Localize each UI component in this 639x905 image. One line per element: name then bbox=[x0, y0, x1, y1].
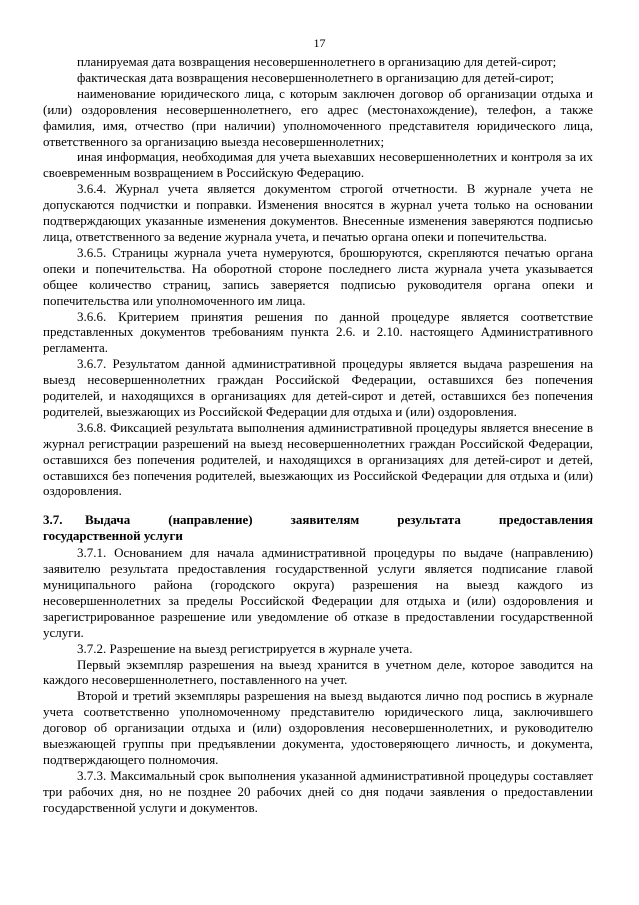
paragraph-3-6-8: 3.6.8. Фиксацией результата выполнения административной процедуры является внесение в журнал регистрации разрешений на выезд несовершеннолетних граждан Российской Федерации, оставшихся без попечения родителей, и находящихся в организациях для детей-сирот и детей, оставшихся без попечения родителей, выезжающих из Российской Федерации для отдыха и (или) оздоровления. bbox=[43, 419, 593, 499]
paragraph-legal-entity-name: наименование юридического лица, с которым заключен договор об организации отдыха и (или) оздоровления несовершеннолетнего, его адрес (местонахождение), телефон, а также фамилия, имя, отчество (при наличии) уполномоченного представителя юридического лица, ответственного за организацию выезда несовершеннолетних; bbox=[43, 85, 593, 149]
paragraph-other-information: иная информация, необходимая для учета выехавших несовершеннолетних и контроля за их своевременным возвращением в Российскую Федерацию. bbox=[43, 149, 593, 181]
page-number: 17 bbox=[313, 36, 326, 50]
paragraph-3-7-2: 3.7.2. Разрешение на выезд регистрируется в журнале учета. bbox=[77, 640, 413, 656]
section-spacer bbox=[43, 499, 593, 512]
paragraph-planned-return-date: планируемая дата возвращения несовершеннолетнего в организацию для детей-сирот; bbox=[77, 54, 557, 69]
section-title-line1: Выдача (направление) заявителям результата предоставления bbox=[85, 512, 593, 528]
section-title-line2: государственной услуги bbox=[43, 528, 183, 544]
paragraph-first-copy: Первый экземпляр разрешения на выезд хранится в учетном деле, которое заводится на каждого несовершеннолетнего, поставленного на учет. bbox=[43, 656, 593, 688]
paragraph-3-6-7: 3.6.7. Результатом данной административной процедуры является выдача разрешения на выезд несовершеннолетних граждан Российской Федерации, оставшихся без попечения родителей, и находящихся в организациях для детей-сирот и детей, оставшихся без попечения родителей, выезжающих из Российской Федерации для отдыха и (или) оздоровления. bbox=[43, 356, 593, 419]
document-body bbox=[43, 54, 593, 816]
paragraph-3-6-4: 3.6.4. Журнал учета является документом строгой отчетности. В журнале учета не допускаются подчистки и поправки. Изменения вносятся в журнал учета только на основании подтверждающих указанные изменения документов. Внесенные изменения заверяются подписью лица, ответственного за ведение журнала учета, и печатью органа опеки и попечительства. bbox=[43, 181, 593, 244]
paragraph-3-7-1: 3.7.1. Основанием для начала административной процедуры по выдаче (направлению) заявителю результата предоставления государственной услуги является подписание главой муниципального района (городского округа) разрешения на выезд каждого из несовершеннолетних за пределы Российской Федерации для отдыха и (или) оздоровления и зарегистрированное разрешение или уведомление об отказе в предоставлении государственной услуги. bbox=[43, 545, 593, 640]
section-heading bbox=[43, 512, 593, 528]
paragraph-actual-return-date: фактическая дата возвращения несовершеннолетнего в организацию для детей-сирот; bbox=[77, 69, 555, 85]
paragraph-second-third-copies: Второй и третий экземпляры разрешения на выезд выдаются лично под роспись в журнале учета соответственно уполномоченному представителю юридического лица, заключившего договор об организации отдыха и (или) оздоровления несовершеннолетних, и руководителю выезжающей группы при предъявлении документа, удостоверяющего личность, и документа, подтверждающего полномочия. bbox=[43, 688, 593, 767]
paragraph-3-7-3: 3.7.3. Максимальный срок выполнения указанной административной процедуры составляет три рабочих дня, но не позднее 20 рабочих дней со дня подачи заявления о предоставлении государственной услуги и документов. bbox=[43, 767, 593, 815]
paragraph-3-6-5: 3.6.5. Страницы журнала учета нумеруются, брошюруются, скрепляются печатью органа опеки и попечительства. На оборотной стороне последнего листа журнала учета указывается общее количество страниц, запись заверяется подписью руководителя органа опеки и попечительства или уполномоченного им лица. bbox=[43, 244, 593, 308]
section-number: 3.7. bbox=[43, 512, 63, 528]
paragraph-3-6-6: 3.6.6. Критерием принятия решения по данной процедуре является соответствие представленных документов требованиям пункта 2.6. и 2.10. настоящего Административного регламента. bbox=[43, 308, 593, 356]
